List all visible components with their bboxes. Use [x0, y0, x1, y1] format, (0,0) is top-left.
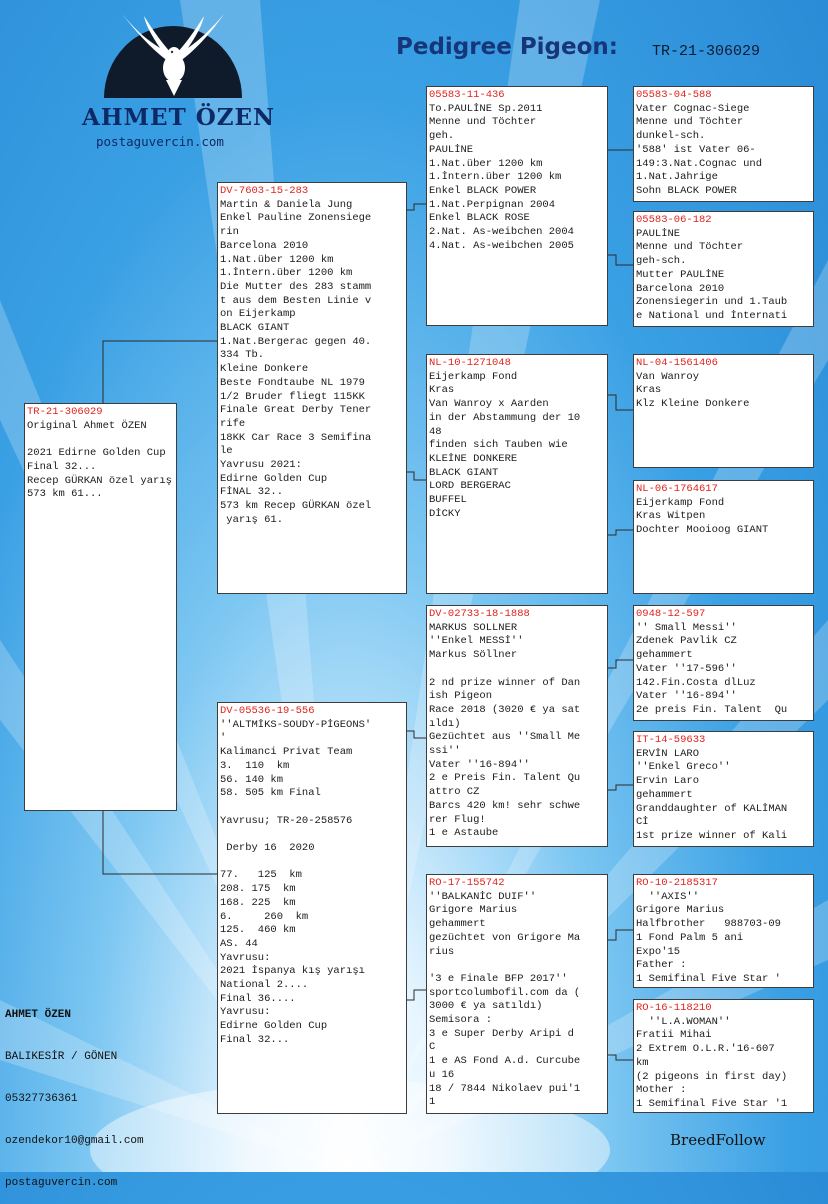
ring-number: NL-10-1271048 [429, 357, 511, 369]
footer-brand: BreedFollow [670, 1131, 766, 1149]
pigeon-details: Eijerkamp Fond Kras Van Wanroy x Aarden in der Abstammung der 10 48 finden sich Tauben wie KLEİNE DONKERE BLACK GIANT LORD BERGERAC BUFFEL DİCKY [429, 370, 581, 520]
pigeon-details: Martin & Daniela Jung Enkel Pauline Zonensiege rin Barcelona 2010 1.Nat.über 1200 km 1.İntern.über 1200 km Die Mutter des 283 stamm t aus dem Besten Linie v on Eijerkamp BLACK GIANT 1.Nat.Bergerac gegen 40. 334 Tb. Kleine Donkere Beste Fondtaube NL 1979 1/2 Bruder fliegt 115KK Finale Great Derby Tener rife 18KK Car Race 3 Semifina le Yavrusu 2021: Edirne Golden Cup FİNAL 32.. 573 km Recep GÜRKAN özel yarış 61. [220, 198, 372, 526]
pigeon-details: '' Small Messi'' Zdenek Pavlik CZ gehammert Vater ''17-596'' 142.Fin.Costa dlLuz Vater ''16-894'' 2e preis Fin. Talent Qu [636, 621, 788, 716]
ring-number: 05583-04-588 [636, 89, 712, 101]
ring-number: RO-17-155742 [429, 877, 505, 889]
brand-name: AHMET ÖZEN [82, 104, 276, 131]
pigeon-card-ddd[interactable] [633, 999, 814, 1113]
pigeon-card-dds[interactable] [633, 874, 814, 988]
pigeon-card-dss[interactable] [633, 605, 814, 721]
pigeon-details: Vater Cognac-Siege Menne und Töchter dunkel-sch. '588' ist Vater 06- 149:3.Nat.Cognac und 1.Nat.Jahrige Sohn BLACK POWER [636, 102, 763, 197]
pigeon-card-dam[interactable] [217, 702, 407, 1114]
ring-number: DV-02733-18-1888 [429, 608, 530, 620]
ring-number: IT-14-59633 [636, 734, 706, 746]
ring-number: NL-06-1764617 [636, 483, 718, 495]
pigeon-card-sdd[interactable] [633, 480, 814, 594]
ring-number: TR-21-306029 [27, 406, 103, 418]
pigeon-card-subject[interactable] [24, 403, 177, 811]
contact-city: BALIKESİR / GÖNEN [5, 1051, 118, 1063]
contact-website[interactable]: postaguvercin.com [5, 1177, 118, 1189]
dove-logo-icon [104, 12, 242, 98]
pigeon-details: To.PAULİNE Sp.2011 Menne und Töchter geh. PAULİNE 1.Nat.über 1200 km 1.İntern.über 1200 km Enkel BLACK POWER 1.Nat.Perpignan 2004 Enkel BLACK ROSE 2.Nat. As-weibchen 2004 4.Nat. As-weibchen 2005 [429, 102, 574, 252]
page-title: Pedigree Pigeon: [396, 34, 618, 60]
contact-block [5, 980, 144, 1204]
ring-number: DV-05536-19-556 [220, 705, 315, 717]
contact-email[interactable]: ozendekor10@gmail.com [5, 1135, 144, 1147]
ring-number: 05583-11-436 [429, 89, 505, 101]
pigeon-card-sss[interactable] [633, 86, 814, 202]
pigeon-details: ''ALTMİKS-SOUDY-PİGEONS' ' Kalimanci Privat Team 3. 110 km 56. 140 km 58. 505 km Final Yavrusu; TR-20-258576 Derby 16 2020 77. 125 km 208. 175 km 168. 225 km 6. 260 km 125. 460 km AS. 44 Yavrusu: 2021 İspanya kış yarışı National 2.... Final 36.... Yavrusu: Edirne Golden Cup Final 32... [220, 718, 372, 1046]
pigeon-details: ''BALKANİC DUIF'' Grigore Marius gehammert gezüchtet von Grigore Ma rius '3 e Finale BFP 2017'' sportcolumbofil.com da ( 3000 € ya satıldı) Semisora : 3 e Super Derby Aripi d C 1 e AS Fond A.d. Curcube u 16 18 / 7844 Nikolaev pui'1 1 [429, 890, 581, 1109]
pigeon-card-sire-dam[interactable] [426, 354, 608, 594]
pigeon-details: ERVİN LARO ''Enkel Greco'' Ervin Laro gehammert Granddaughter of KALİMAN Cİ 1st prize winner of Kali [636, 747, 788, 842]
contact-name: AHMET ÖZEN [5, 1009, 72, 1021]
pigeon-card-sire-sire[interactable] [426, 86, 608, 326]
pigeon-details: PAULİNE Menne und Töchter geh-sch. Mutter PAULİNE Barcelona 2010 Zonensiegerin und 1.Taub e National und İnternati [636, 227, 788, 322]
pigeon-card-dam-dam[interactable] [426, 874, 608, 1114]
brand-website: postaguvercin.com [96, 134, 224, 149]
subject-ring-number: TR-21-306029 [652, 43, 761, 60]
pigeon-card-sds[interactable] [633, 354, 814, 468]
pigeon-details: Van Wanroy Kras Klz Kleine Donkere [636, 370, 750, 411]
ring-number: 0948-12-597 [636, 608, 706, 620]
ring-number: DV-7603-15-283 [220, 185, 309, 197]
pigeon-card-dam-sire[interactable] [426, 605, 608, 847]
pigeon-details: Eijerkamp Fond Kras Witpen Dochter Mooioog GIANT [636, 496, 769, 537]
pigeon-card-ssd[interactable] [633, 211, 814, 327]
pigeon-details: ''L.A.WOMAN'' Fratii Mihai 2 Extrem O.L.R.'16-607 km (2 pigeons in first day) Mother : 1 Semifinal Five Star '1 [636, 1015, 788, 1110]
ring-number: RO-16-118210 [636, 1002, 712, 1014]
pigeon-details: MARKUS SOLLNER ''Enkel MESSİ'' Markus Söllner 2 nd prize winner of Dan ish Pigeon Race 2018 (3020 € ya sat ıldı) Gezüchtet aus ''Small Me ssi'' Vater ''16-894'' 2 e Preis Fin. Talent Qu attro CZ Barcs 420 km! sehr schwe rer Flug! 1 e Astaube [429, 621, 581, 840]
pigeon-details: ''AXIS'' Grigore Marius Halfbrother 988703-09 1 Fond Palm 5 ani Expo'15 Father : 1 Semifinal Five Star ' [636, 890, 781, 985]
pigeon-card-dsd[interactable] [633, 731, 814, 847]
ring-number: RO-10-2185317 [636, 877, 718, 889]
ring-number: NL-04-1561406 [636, 357, 718, 369]
pigeon-details: Original Ahmet ÖZEN 2021 Edirne Golden Cup Final 32... Recep GÜRKAN özel yarış 573 km 61... [27, 419, 172, 501]
pigeon-card-sire[interactable] [217, 182, 407, 594]
contact-phone[interactable]: 05327736361 [5, 1093, 78, 1105]
ring-number: 05583-06-182 [636, 214, 712, 226]
